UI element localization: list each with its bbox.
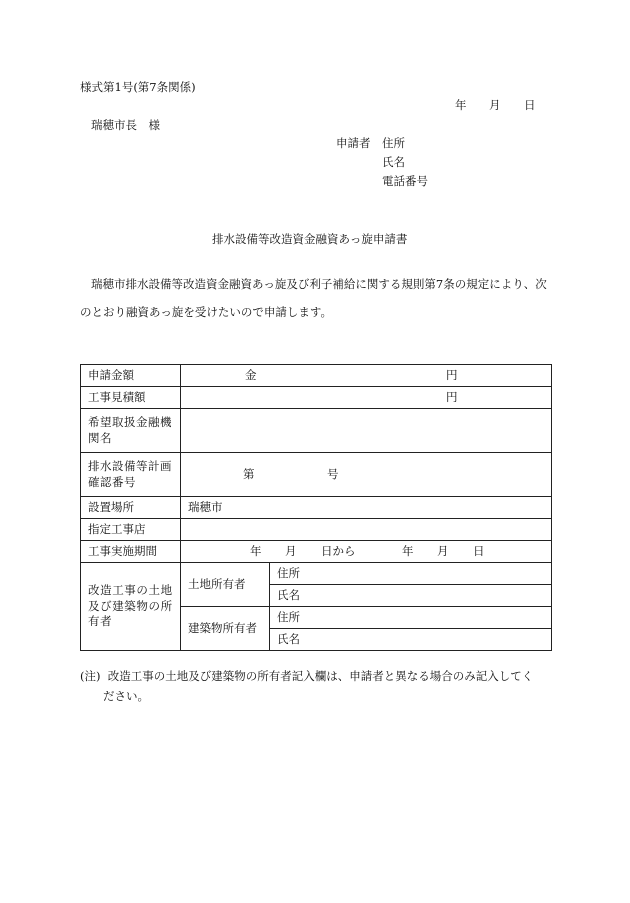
form-number: 様式第1号(第7条関係) [80,80,196,94]
plan-confirmation-field[interactable] [181,453,552,497]
row-requested-amount [81,365,552,387]
plan-confirmation-prefix: 第 [243,466,255,481]
date-year-label: 年 [455,98,467,112]
row-land-owner-address [81,563,552,585]
installation-location-label: 設置場所 [81,497,181,519]
footnote-line-1 [80,666,560,686]
installation-location-field[interactable]: 瑞穂市 [181,497,552,519]
work-period-start-day: 日から [321,543,356,558]
building-owner-address-label[interactable]: 住所 [270,607,552,629]
work-period-end-year: 年 [402,543,414,558]
preferred-bank-field[interactable] [181,409,552,453]
work-period-field[interactable] [181,541,552,563]
row-preferred-bank [81,409,552,453]
work-period-end-day: 日 [473,543,485,558]
work-period-end-month: 月 [437,543,449,558]
date-day-label: 日 [524,98,536,112]
land-owner-label: 土地所有者 [181,563,270,607]
work-period-label: 工事実施期間 [81,541,181,563]
application-table [80,364,552,651]
footnote-text-2: ださい。 [103,689,149,704]
building-owner-label: 建築物所有者 [181,607,270,651]
plan-confirmation-label: 排水設備等計画確認番号 [81,453,181,497]
building-owner-name-label[interactable]: 氏名 [270,629,552,651]
applicant-name-label: 氏名 [382,155,405,169]
date-month-label: 月 [489,98,501,112]
footnote-marker: (注) [80,669,101,683]
designated-contractor-field[interactable] [181,519,552,541]
row-plan-confirmation-no [81,453,552,497]
preferred-bank-label: 希望取扱金融機関名 [81,409,181,453]
document-title: 排水設備等改造資金融資あっ旋申請書 [212,232,408,246]
applicant-phone-label: 電話番号 [382,174,428,188]
land-owner-name-label[interactable]: 氏名 [270,585,552,607]
construction-estimate-label: 工事見積額 [81,387,181,409]
addressee: 瑞穂市長 様 [91,118,160,132]
row-work-period [81,541,552,563]
plan-confirmation-suffix: 号 [327,466,339,481]
applicant-label: 申請者 [336,136,371,150]
footnote-text-1: 改造工事の土地及び建築物の所有者記入欄は、申請者と異なる場合のみ記入してく [107,669,534,683]
applicant-address-label: 住所 [382,136,405,150]
footnote [80,666,560,706]
body-line-2: のとおり融資あっ旋を受けたいので申請します。 [80,305,332,319]
body-line-1: 瑞穂市排水設備等改造資金融資あっ旋及び利子補給に関する規則第7条の規定により、次 [91,277,547,291]
requested-amount-field[interactable] [181,365,552,387]
requested-amount-prefix: 金 [245,367,257,382]
requested-amount-label: 申請金額 [81,365,181,387]
land-owner-address-label[interactable]: 住所 [270,563,552,585]
work-period-start-month: 月 [285,543,297,558]
work-period-start-year: 年 [250,543,262,558]
construction-estimate-field[interactable] [181,387,552,409]
construction-estimate-unit: 円 [446,389,458,404]
designated-contractor-label: 指定工事店 [81,519,181,541]
row-installation-location [81,497,552,519]
requested-amount-unit: 円 [446,367,458,382]
row-construction-estimate [81,387,552,409]
row-designated-contractor [81,519,552,541]
owners-label: 改造工事の土地及び建築物の所有者 [81,563,181,651]
